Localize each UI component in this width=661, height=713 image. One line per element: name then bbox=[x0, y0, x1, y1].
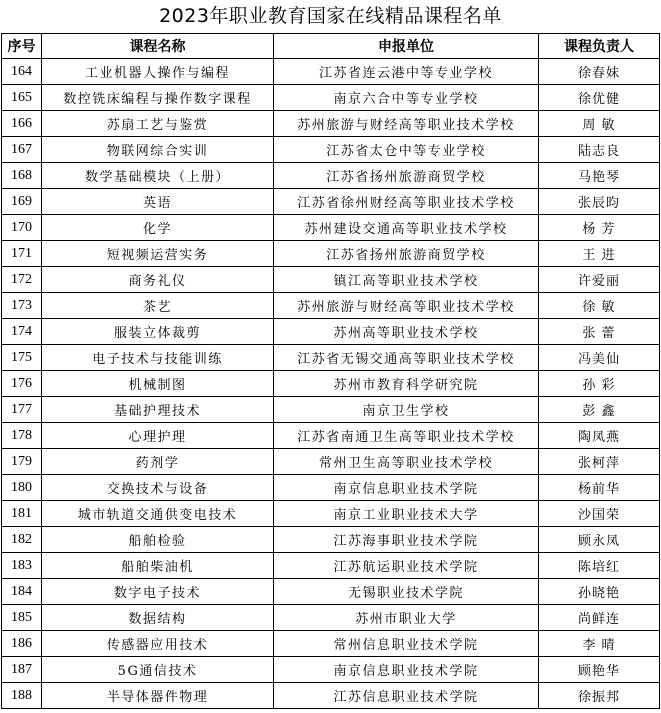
cell-no: 175 bbox=[2, 345, 42, 371]
cell-course-name: 茶艺 bbox=[42, 293, 274, 319]
cell-no: 182 bbox=[2, 527, 42, 553]
cell-no: 174 bbox=[2, 319, 42, 345]
cell-unit: 苏州高等职业技术学校 bbox=[274, 319, 539, 345]
cell-course-name: 传感器应用技术 bbox=[42, 631, 274, 657]
cell-course-name: 机械制图 bbox=[42, 371, 274, 397]
cell-person: 杨前华 bbox=[539, 475, 660, 501]
cell-person: 顾艳华 bbox=[539, 657, 660, 683]
cell-person: 陈培红 bbox=[539, 553, 660, 579]
cell-unit: 南京信息职业技术学院 bbox=[274, 657, 539, 683]
header-course: 课程名称 bbox=[42, 34, 274, 59]
table-row bbox=[2, 501, 660, 527]
table-row bbox=[2, 163, 660, 189]
cell-no: 187 bbox=[2, 657, 42, 683]
table-row bbox=[2, 215, 660, 241]
cell-unit: 江苏省无锡交通高等职业技术学校 bbox=[274, 345, 539, 371]
cell-person: 徐优健 bbox=[539, 85, 660, 111]
cell-person: 张辰昀 bbox=[539, 189, 660, 215]
cell-person: 陆志良 bbox=[539, 137, 660, 163]
cell-course-name: 工业机器人操作与编程 bbox=[42, 59, 274, 85]
cell-unit: 江苏省扬州旅游商贸学校 bbox=[274, 163, 539, 189]
cell-no: 180 bbox=[2, 475, 42, 501]
table-row bbox=[2, 371, 660, 397]
table-row bbox=[2, 657, 660, 683]
cell-person: 孙晓艳 bbox=[539, 579, 660, 605]
cell-person: 陶凤燕 bbox=[539, 423, 660, 449]
cell-no: 176 bbox=[2, 371, 42, 397]
table-row bbox=[2, 605, 660, 631]
cell-unit: 苏州市职业大学 bbox=[274, 605, 539, 631]
cell-no: 188 bbox=[2, 683, 42, 709]
cell-person: 沙国荣 bbox=[539, 501, 660, 527]
cell-unit: 苏州旅游与财经高等职业技术学校 bbox=[274, 111, 539, 137]
cell-unit: 常州信息职业技术学院 bbox=[274, 631, 539, 657]
course-table bbox=[1, 33, 660, 709]
page-title: 2023年职业教育国家在线精品课程名单 bbox=[159, 5, 502, 27]
cell-unit: 江苏海事职业技术学院 bbox=[274, 527, 539, 553]
cell-course-name: 数控铣床编程与操作数字课程 bbox=[42, 85, 274, 111]
table-row bbox=[2, 631, 660, 657]
cell-unit: 南京信息职业技术学院 bbox=[274, 475, 539, 501]
cell-course-name: 船舶柴油机 bbox=[42, 553, 274, 579]
cell-person: 徐振邦 bbox=[539, 683, 660, 709]
table-row bbox=[2, 111, 660, 137]
cell-course-name: 半导体器件物理 bbox=[42, 683, 274, 709]
cell-person: 王 进 bbox=[539, 241, 660, 267]
cell-no: 168 bbox=[2, 163, 42, 189]
cell-course-name: 商务礼仪 bbox=[42, 267, 274, 293]
cell-course-name: 数学基础模块（上册） bbox=[42, 163, 274, 189]
cell-person: 彭 鑫 bbox=[539, 397, 660, 423]
cell-unit: 苏州建设交通高等职业技术学校 bbox=[274, 215, 539, 241]
cell-no: 172 bbox=[2, 267, 42, 293]
table-row bbox=[2, 553, 660, 579]
cell-person: 徐 敏 bbox=[539, 293, 660, 319]
cell-no: 167 bbox=[2, 137, 42, 163]
cell-no: 181 bbox=[2, 501, 42, 527]
cell-no: 170 bbox=[2, 215, 42, 241]
cell-person: 杨 芳 bbox=[539, 215, 660, 241]
cell-unit: 江苏信息职业技术学院 bbox=[274, 683, 539, 709]
table-header-row bbox=[2, 34, 660, 59]
cell-person: 马艳琴 bbox=[539, 163, 660, 189]
table-row bbox=[2, 683, 660, 709]
cell-person: 李 晴 bbox=[539, 631, 660, 657]
cell-no: 165 bbox=[2, 85, 42, 111]
table-row bbox=[2, 579, 660, 605]
cell-course-name: 数据结构 bbox=[42, 605, 274, 631]
cell-course-name: 电子技术与技能训练 bbox=[42, 345, 274, 371]
cell-course-name: 心理护理 bbox=[42, 423, 274, 449]
cell-no: 166 bbox=[2, 111, 42, 137]
cell-person: 张 蕾 bbox=[539, 319, 660, 345]
table-row bbox=[2, 137, 660, 163]
cell-course-name: 基础护理技术 bbox=[42, 397, 274, 423]
cell-person: 孙 彩 bbox=[539, 371, 660, 397]
cell-course-name: 短视频运营实务 bbox=[42, 241, 274, 267]
cell-unit: 苏州旅游与财经高等职业技术学校 bbox=[274, 293, 539, 319]
cell-course-name: 船舶检验 bbox=[42, 527, 274, 553]
cell-course-name: 英语 bbox=[42, 189, 274, 215]
cell-unit: 江苏省扬州旅游商贸学校 bbox=[274, 241, 539, 267]
cell-unit: 江苏省徐州财经高等职业技术学校 bbox=[274, 189, 539, 215]
cell-course-name: 药剂学 bbox=[42, 449, 274, 475]
table-row bbox=[2, 475, 660, 501]
table-row bbox=[2, 59, 660, 85]
cell-unit: 无锡职业技术学院 bbox=[274, 579, 539, 605]
header-no: 序号 bbox=[2, 34, 42, 59]
cell-course-name: 苏扇工艺与鉴赏 bbox=[42, 111, 274, 137]
cell-course-name: 5G通信技术 bbox=[42, 657, 274, 683]
cell-unit: 江苏航运职业技术学院 bbox=[274, 553, 539, 579]
cell-no: 179 bbox=[2, 449, 42, 475]
table-row bbox=[2, 189, 660, 215]
cell-person: 张柯萍 bbox=[539, 449, 660, 475]
table-row bbox=[2, 241, 660, 267]
table-row bbox=[2, 293, 660, 319]
cell-person: 尚鲜连 bbox=[539, 605, 660, 631]
cell-unit: 南京工业职业技术大学 bbox=[274, 501, 539, 527]
table-row bbox=[2, 345, 660, 371]
cell-person: 周 敏 bbox=[539, 111, 660, 137]
cell-course-name: 交换技术与设备 bbox=[42, 475, 274, 501]
cell-course-name: 数字电子技术 bbox=[42, 579, 274, 605]
cell-person: 许爱丽 bbox=[539, 267, 660, 293]
table-row bbox=[2, 397, 660, 423]
table-body bbox=[2, 59, 660, 709]
cell-unit: 江苏省南通卫生高等职业技术学校 bbox=[274, 423, 539, 449]
table-row bbox=[2, 423, 660, 449]
header-person: 课程负责人 bbox=[539, 34, 660, 59]
cell-unit: 江苏省连云港中等专业学校 bbox=[274, 59, 539, 85]
cell-no: 164 bbox=[2, 59, 42, 85]
cell-person: 徐春妹 bbox=[539, 59, 660, 85]
cell-unit: 镇江高等职业技术学校 bbox=[274, 267, 539, 293]
cell-no: 173 bbox=[2, 293, 42, 319]
table-row bbox=[2, 85, 660, 111]
cell-unit: 苏州市教育科学研究院 bbox=[274, 371, 539, 397]
cell-unit: 常州卫生高等职业技术学校 bbox=[274, 449, 539, 475]
cell-course-name: 服装立体裁剪 bbox=[42, 319, 274, 345]
cell-course-name: 城市轨道交通供变电技术 bbox=[42, 501, 274, 527]
cell-no: 184 bbox=[2, 579, 42, 605]
cell-person: 冯美仙 bbox=[539, 345, 660, 371]
table-row bbox=[2, 527, 660, 553]
cell-no: 171 bbox=[2, 241, 42, 267]
table-row bbox=[2, 449, 660, 475]
cell-unit: 江苏省太仓中等专业学校 bbox=[274, 137, 539, 163]
table-row bbox=[2, 319, 660, 345]
header-unit: 申报单位 bbox=[274, 34, 539, 59]
cell-no: 169 bbox=[2, 189, 42, 215]
table-row bbox=[2, 267, 660, 293]
cell-no: 186 bbox=[2, 631, 42, 657]
cell-course-name: 物联网综合实训 bbox=[42, 137, 274, 163]
cell-no: 177 bbox=[2, 397, 42, 423]
cell-no: 178 bbox=[2, 423, 42, 449]
cell-course-name: 化学 bbox=[42, 215, 274, 241]
cell-person: 顾永凤 bbox=[539, 527, 660, 553]
cell-unit: 南京六合中等专业学校 bbox=[274, 85, 539, 111]
cell-no: 185 bbox=[2, 605, 42, 631]
cell-unit: 南京卫生学校 bbox=[274, 397, 539, 423]
cell-no: 183 bbox=[2, 553, 42, 579]
